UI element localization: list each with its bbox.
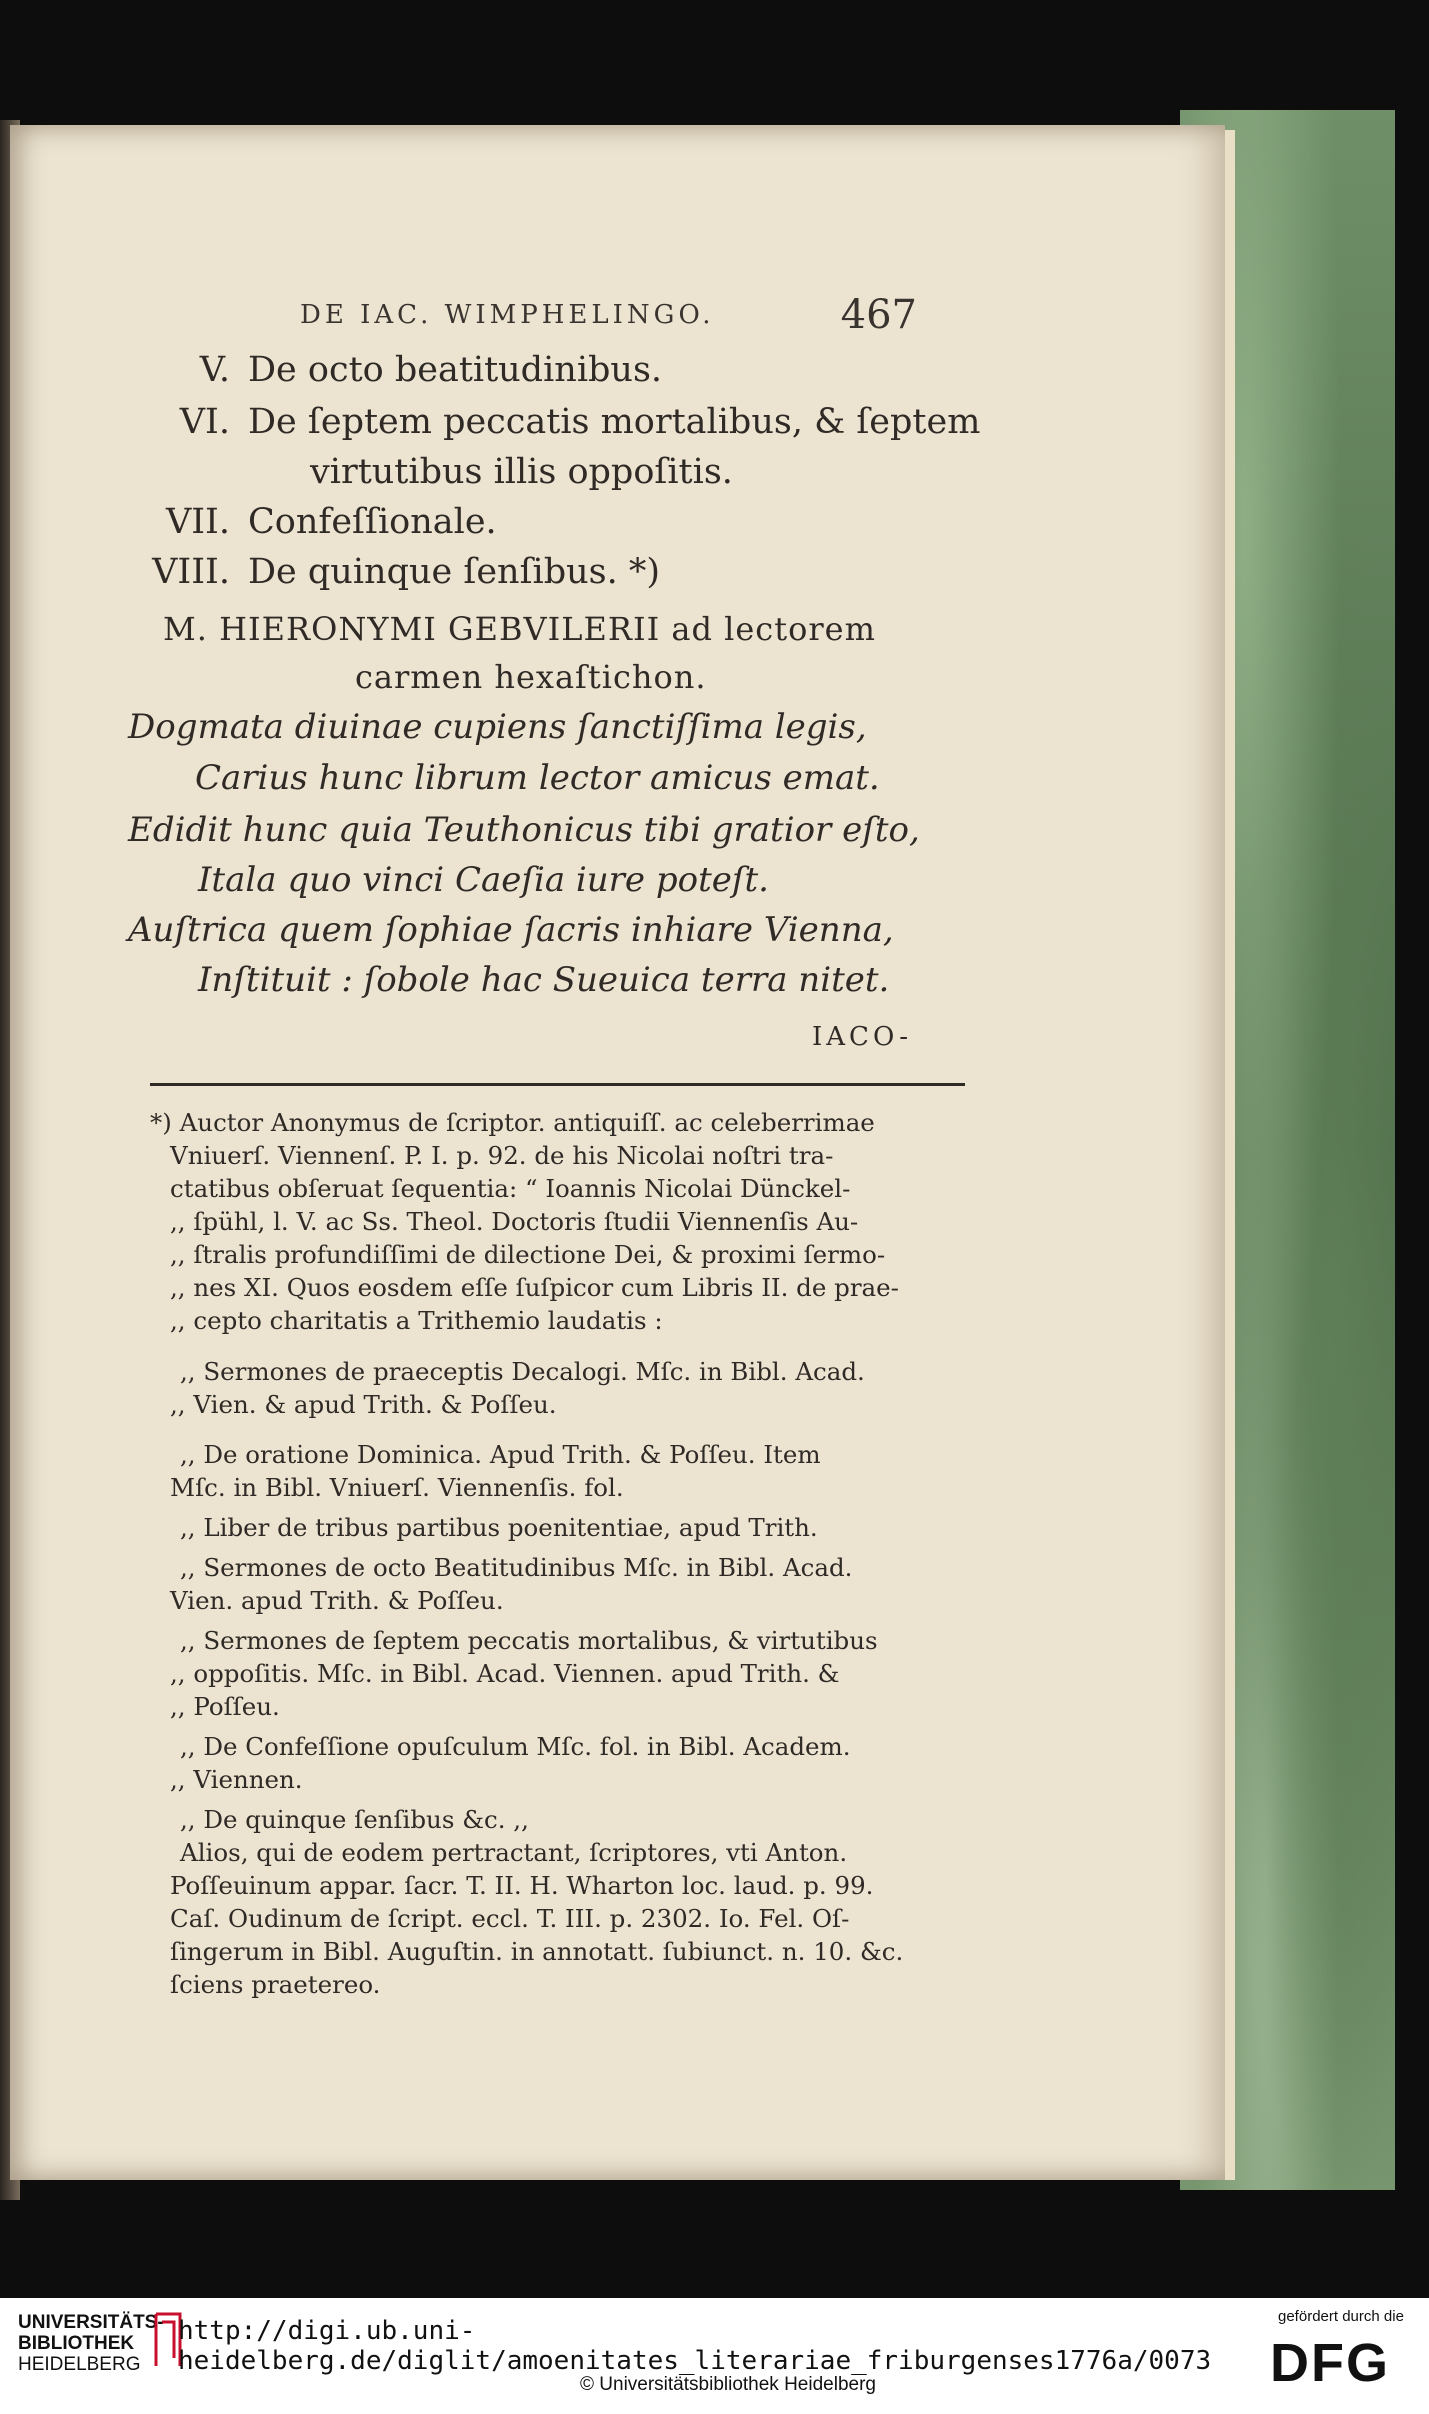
poem-heading-line1: M. HIERONYMI GEBVILERII ad lectorem	[163, 610, 876, 648]
footnote-line: Poſſeuinum appar. ſacr. T. II. H. Wharton loc. laud. p. 99.	[170, 1871, 874, 1900]
library-name-line: BIBLIOTHEK	[18, 2333, 135, 2354]
permalink-link[interactable]: http://digi.ub.uni-heidelberg.de/diglit/amoenitates_literariae_friburgenses1776a/0073	[178, 2316, 1212, 2376]
footnote-line: ,, oppoſitis. Mſc. in Bibl. Acad. Viennen. apud Trith. &	[170, 1659, 840, 1688]
footnote-line: ,, Sermones de octo Beatitudinibus Mſc. in Bibl. Acad.	[180, 1553, 853, 1582]
footnote-line: ,, De Confeſſione opuſculum Mſc. fol. in Bibl. Academ.	[180, 1732, 851, 1761]
footnote-line: ſingerum in Bibl. Auguſtin. in annotatt. ſubiunct. n. 10. &c.	[170, 1937, 904, 1966]
page-number: 467	[840, 292, 917, 338]
footnote-line: ,, Vien. & apud Trith. & Poſſeu.	[170, 1390, 557, 1419]
list-text: De octo beatitudinibus.	[248, 350, 663, 390]
footnote-line: *) Auctor Anonymus de ſcriptor. antiquiſſ. ac celeberrimae	[150, 1108, 875, 1137]
poem-line: Itala quo vinci Caeſia iure poteſt.	[198, 860, 769, 900]
list-text: De quinque ſenſibus. *)	[248, 552, 661, 592]
poem-line: Inſtituit : ſobole hac Sueuica terra nitet.	[198, 960, 890, 1000]
list-numeral: VI.	[179, 402, 230, 442]
footnote-line: Alios, qui de eodem pertractant, ſcriptores, vti Anton.	[180, 1838, 848, 1867]
library-footer	[0, 2298, 1429, 2414]
footnote-line: ſciens praetereo.	[170, 1970, 381, 1999]
footnote-line: Vien. apud Trith. & Poſſeu.	[170, 1586, 504, 1615]
footnote-line: ,, De oratione Dominica. Apud Trith. & Poſſeu. Item	[180, 1440, 821, 1469]
list-text: De ſeptem peccatis mortalibus, & ſeptem	[248, 402, 981, 442]
poem-heading-line2: carmen hexaſtichon.	[355, 658, 707, 696]
footnote-line: ,, Sermones de ſeptem peccatis mortalibus, & virtutibus	[180, 1626, 878, 1655]
funded-by-label: gefördert durch die	[1278, 2308, 1404, 2325]
library-name-line: UNIVERSITÄTS-	[18, 2312, 164, 2333]
library-name	[18, 2312, 164, 2375]
poem-line: Dogmata diuinae cupiens ſanctiſſima legis,	[128, 707, 867, 747]
list-text: virtutibus illis oppoſitis.	[310, 452, 733, 492]
library-name-line: HEIDELBERG	[18, 2354, 141, 2375]
catchword: IACO-	[812, 1022, 912, 1052]
footnote-line: ctatibus obſeruat ſequentia: “ Ioannis Nicolai Dünckel-	[170, 1174, 851, 1203]
footnote-line: ,, cepto charitatis a Trithemio laudatis :	[170, 1306, 663, 1335]
footnote-line: Mſc. in Bibl. Vniuerſ. Viennenſis. fol.	[170, 1473, 624, 1502]
page-header	[285, 292, 925, 342]
footnote-line: ,, Sermones de praeceptis Decalogi. Mſc. in Bibl. Acad.	[180, 1357, 865, 1386]
footnote-line: ,, nes XI. Quos eosdem eſſe ſuſpicor cum Libris II. de prae-	[170, 1273, 899, 1302]
list-numeral: VII.	[165, 502, 230, 542]
footnote-line: Vniuerſ. Viennenſ. P. I. p. 92. de his Nicolai noſtri tra-	[170, 1141, 834, 1170]
footnote-line: ,, Poſſeu.	[170, 1692, 280, 1721]
footnote-line: ,, De quinque ſenſibus &c. ,,	[180, 1805, 529, 1834]
list-numeral: V.	[199, 350, 230, 390]
list-text: Confeſſionale.	[248, 502, 497, 542]
poem-line: Edidit hunc quia Teuthonicus tibi gratior eſto,	[128, 810, 920, 850]
copyright-notice: © Universitätsbibliothek Heidelberg	[580, 2374, 876, 2395]
footnote-rule	[150, 1083, 965, 1086]
footnote-line: ,, ſtralis profundiſſimi de dilectione Dei, & proximi ſermo-	[170, 1240, 886, 1269]
footnote-line: ,, Liber de tribus partibus poenitentiae, apud Trith.	[180, 1513, 818, 1542]
footnote-line: ,, Viennen.	[170, 1765, 303, 1794]
running-head: DE IAC. WIMPHELINGO.	[300, 300, 715, 330]
list-numeral: VIII.	[152, 552, 230, 592]
footnote-line: Caſ. Oudinum de ſcript. eccl. T. III. p. 2302. Io. Fel. Oſ-	[170, 1904, 850, 1933]
poem-line: Auſtrica quem ſophiae ſacris inhiare Vienna,	[128, 910, 894, 950]
dfg-logo: DFG	[1270, 2333, 1390, 2393]
footnote-line: ,, ſpühl, l. V. ac Ss. Theol. Doctoris ſtudii Viennenſis Au-	[170, 1207, 859, 1236]
poem-line: Carius hunc librum lector amicus emat.	[195, 758, 880, 798]
